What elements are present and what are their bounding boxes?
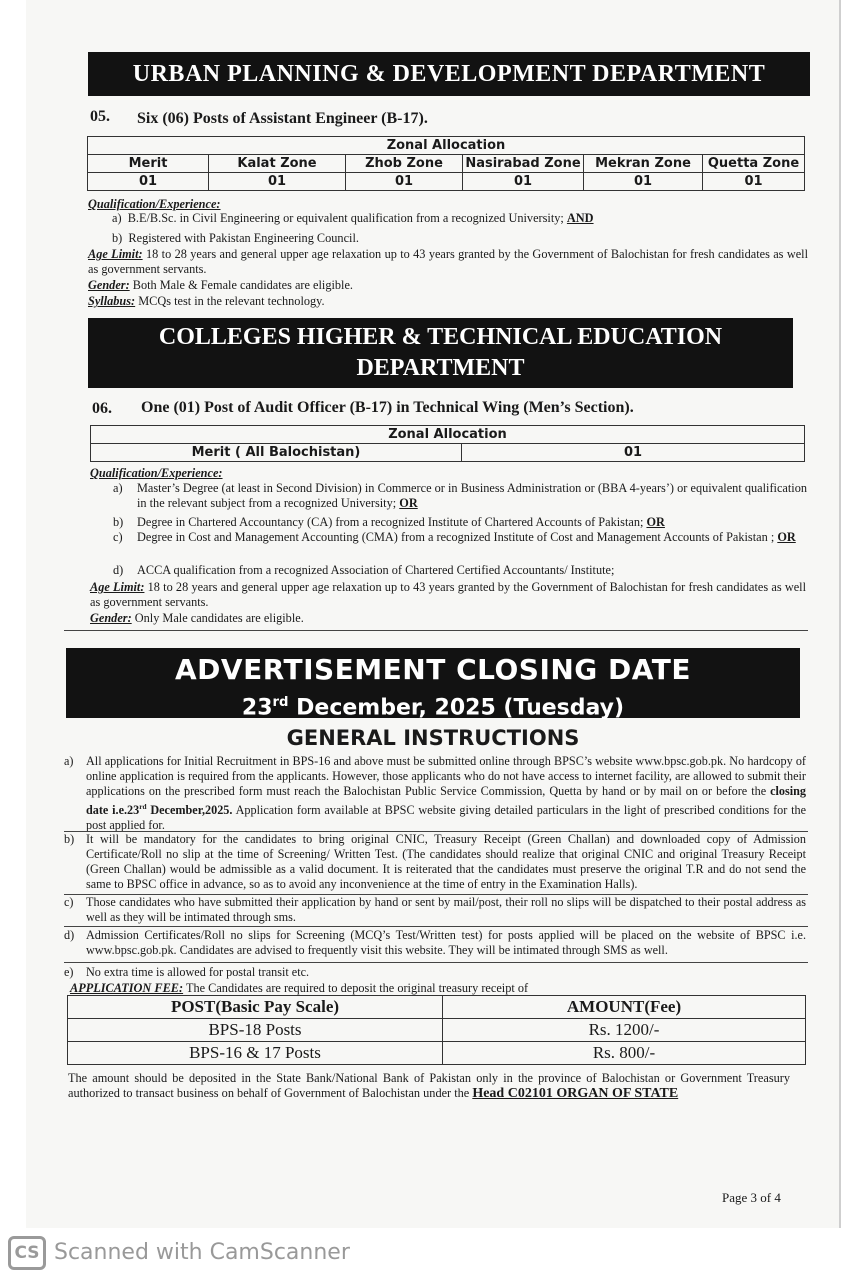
instruction-c: c) Those candidates who have submitted their application by hand or sent by mail/post, their roll no slips will be dispatched to their postal address as well as they will be intimated through sms. xyxy=(64,895,806,924)
divider xyxy=(64,926,808,927)
fee-table xyxy=(67,995,806,1065)
col-merit: Merit xyxy=(88,155,209,173)
post6-qual-heading: Qualification/Experience: xyxy=(90,466,223,480)
camscanner-watermark xyxy=(8,1236,350,1270)
divider xyxy=(64,630,808,631)
post5-table-header: Zonal Allocation xyxy=(88,137,805,155)
colleges-dept-banner xyxy=(88,318,793,388)
post5-qual-heading: Qualification/Experience: xyxy=(88,197,221,211)
closing-date: 23rd December, 2025 (Tuesday) xyxy=(241,695,625,721)
post6-merit-value: 01 xyxy=(462,444,805,462)
val-zhob: 01 xyxy=(346,173,463,191)
general-instructions-title: GENERAL INSTRUCTIONS xyxy=(286,726,580,750)
instruction-b: b) It will be mandatory for the candidates to bring original CNIC, Treasury Receipt (Green Challan) and downloaded copy of Admission Certificate/Roll no slip at the time of Screening/ Written Test. (The candidates should realize that original CNIC and original Treasury Receipt (Green Challan) would be admissible as a valid document. It is reiterated that the candidates must preserve the original T.R and do not send the same to BPSC office in advance, so as to avoid any inconvenience at the time of entry in the Examination Halls). xyxy=(64,832,806,891)
urban-planning-banner xyxy=(88,52,810,96)
instruction-e: e) No extra time is allowed for postal transit etc. xyxy=(64,965,310,979)
val-nasirabad: 01 xyxy=(463,173,584,191)
fee-row-post: BPS-18 Posts xyxy=(68,1019,443,1042)
val-kalat: 01 xyxy=(209,173,346,191)
application-fee-intro: APPLICATION FEE: The Candidates are required to deposit the original treasury receipt of xyxy=(70,981,529,995)
page-number: Page 3 of 4 xyxy=(722,1190,781,1205)
dept1-title: URBAN PLANNING & DEVELOPMENT DEPARTMENT xyxy=(132,61,766,87)
post6-age-limit: Age Limit: 18 to 28 years and general upper age relaxation up to 43 years granted by the Government of Balochistan for fresh candidates as well as government servants. xyxy=(90,580,806,609)
post6-qual-d: d) ACCA qualification from a recognized Association of Chartered Certified Accountants/ Institute; xyxy=(113,563,615,577)
post5-title: Six (06) Posts of Assistant Engineer (B-17). xyxy=(137,110,428,127)
camscanner-logo-icon: CS xyxy=(8,1236,46,1270)
post6-number: 06. xyxy=(92,400,112,417)
post6-zonal-table xyxy=(90,425,805,462)
watermark-text: Scanned with CamScanner xyxy=(54,1240,350,1265)
col-nasirabad: Nasirabad Zone xyxy=(463,155,584,173)
divider xyxy=(64,962,808,963)
post6-table-header: Zonal Allocation xyxy=(91,426,805,444)
post6-qual-c: c) Degree in Cost and Management Accounting (CMA) from a recognized Institute of Cost and Management Accounts of Pakistan ; OR xyxy=(113,530,796,544)
post6-qual-a: a) Master’s Degree (at least in Second Division) in Commerce or in Business Administration or (BBA 4-years’) or equivalent qualification in the relevant subject from a recognized University; OR xyxy=(113,481,807,510)
col-mekran: Mekran Zone xyxy=(584,155,703,173)
closing-date-banner xyxy=(66,648,800,721)
instruction-a: a) All applications for Initial Recruitment in BPS-16 and above must be submitted online through BPSC’s website www.bpsc.gob.pk. No hardcopy of online application is required from the applicants. However, those applicants who do not have access to internet facility, are allowed to submit their applications on the prescribed form must reach the Balochistan Public Service Commission, Quetta by hand or by mail on or before the closing date i.e.23rd December,2025. Application form available at BPSC website giving detailed particulars in the light of prescribed conditions for the post applied for. xyxy=(64,754,807,833)
post5-zonal-table xyxy=(87,136,805,191)
val-quetta: 01 xyxy=(703,173,805,191)
fee-header-post: POST(Basic Pay Scale) xyxy=(68,996,443,1019)
fee-row-amount: Rs. 1200/- xyxy=(443,1019,806,1042)
fee-header-amount: AMOUNT(Fee) xyxy=(443,996,806,1019)
post5-qual-a: a) B.E/B.Sc. in Civil Engineering or equivalent qualification from a recognized University; AND xyxy=(112,211,594,225)
fee-row-amount: Rs. 800/- xyxy=(443,1042,806,1065)
post5-syllabus: Syllabus: MCQs test in the relevant technology. xyxy=(88,294,325,308)
post6-title: One (01) Post of Audit Officer (B-17) in Technical Wing (Men’s Section). xyxy=(141,399,634,416)
fee-deposit-note: The amount should be deposited in the State Bank/National Bank of Pakistan only in the province of Balochistan or Government Treasury authorized to transact business on behalf of Government of Balochistan under the Head C02101 ORGAN OF STATE xyxy=(68,1071,790,1101)
post5-qual-b: b) Registered with Pakistan Engineering Council. xyxy=(112,231,359,245)
dept2-line2: DEPARTMENT xyxy=(356,355,525,381)
val-merit: 01 xyxy=(88,173,209,191)
post6-qual-b: b) Degree in Chartered Accountancy (CA) from a recognized Institute of Chartered Accounts of Pakistan; OR xyxy=(113,515,665,529)
post6-merit-label: Merit ( All Balochistan) xyxy=(91,444,462,462)
post5-gender: Gender: Both Male & Female candidates are eligible. xyxy=(88,278,353,292)
col-kalat: Kalat Zone xyxy=(209,155,346,173)
closing-title: ADVERTISEMENT CLOSING DATE xyxy=(174,653,691,686)
fee-row-post: BPS-16 & 17 Posts xyxy=(68,1042,443,1065)
post5-number: 05. xyxy=(90,108,110,125)
instruction-d: d) Admission Certificates/Roll no slips for Screening (MCQ’s Test/Written test) for posts applied will be placed on the website of BPSC i.e. www.bpsc.gob.pk. Candidates are advised to frequently visit this website. They will be intimated through SMS as well. xyxy=(64,928,806,957)
col-zhob: Zhob Zone xyxy=(346,155,463,173)
col-quetta: Quetta Zone xyxy=(703,155,805,173)
post6-gender: Gender: Only Male candidates are eligible. xyxy=(90,611,304,625)
val-mekran: 01 xyxy=(584,173,703,191)
post5-age-limit: Age Limit: 18 to 28 years and general upper age relaxation up to 43 years granted by the Government of Balochistan for fresh candidates as well as government servants. xyxy=(88,247,809,276)
dept2-line1: COLLEGES HIGHER & TECHNICAL EDUCATION xyxy=(158,324,723,350)
